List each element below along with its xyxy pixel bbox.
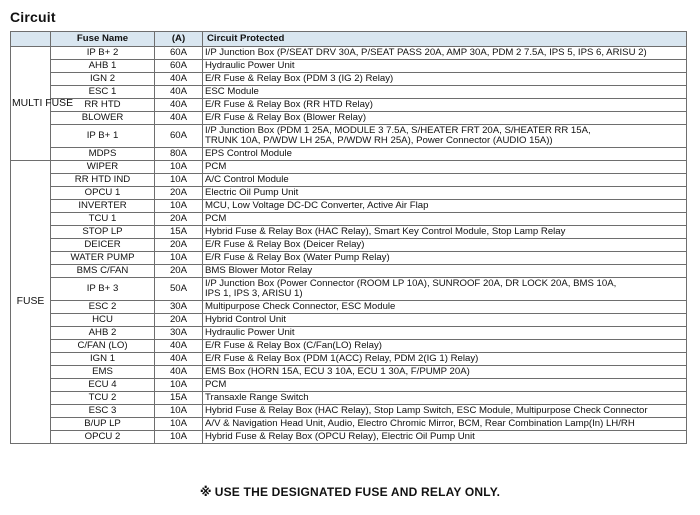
circuit-line: Hybrid Fuse & Relay Box (OPCU Relay), Electric Oil Pump Unit xyxy=(205,431,475,442)
fuse-ampere: 10A xyxy=(155,405,203,418)
fuse-ampere: 15A xyxy=(155,392,203,405)
table-row xyxy=(11,340,687,353)
table-row xyxy=(11,405,687,418)
table-row xyxy=(11,99,687,112)
circuit-protected xyxy=(203,392,687,405)
circuit-line: A/V & Navigation Head Unit, Audio, Electro Chromic Mirror, BCM, Rear Combination Lamp(In) LH/RH xyxy=(205,418,635,429)
table-row xyxy=(11,86,687,99)
circuit-protected xyxy=(203,278,687,301)
circuit-line: PCM xyxy=(205,213,227,224)
circuit-line: I/P Junction Box (P/SEAT DRV 30A, P/SEAT PASS 20A, AMP 30A, PDM 2 7.5A, IPS 5, IPS 6, ARISU 2) xyxy=(205,47,647,58)
circuit-protected xyxy=(203,366,687,379)
header-group xyxy=(11,32,51,47)
circuit-line: E/R Fuse & Relay Box (PDM 3 (IG 2) Relay) xyxy=(205,73,394,84)
fuse-ampere: 40A xyxy=(155,86,203,99)
fuse-name: ESC 2 xyxy=(51,301,155,314)
circuit-line: E/R Fuse & Relay Box (Deicer Relay) xyxy=(205,239,365,250)
fuse-ampere: 10A xyxy=(155,174,203,187)
table-row xyxy=(11,431,687,444)
fuse-name: MDPS xyxy=(51,148,155,161)
fuse-ampere: 40A xyxy=(155,366,203,379)
fuse-ampere: 40A xyxy=(155,73,203,86)
table-row xyxy=(11,60,687,73)
table-row xyxy=(11,125,687,148)
circuit-line: Hybrid Control Unit xyxy=(205,314,287,325)
fuse-ampere: 10A xyxy=(155,431,203,444)
fuse-ampere: 20A xyxy=(155,187,203,200)
circuit-line: Electric Oil Pump Unit xyxy=(205,187,299,198)
circuit-protected xyxy=(203,252,687,265)
circuit-protected xyxy=(203,73,687,86)
table-row xyxy=(11,73,687,86)
table-row xyxy=(11,200,687,213)
circuit-protected xyxy=(203,239,687,252)
circuit-protected xyxy=(203,265,687,278)
fuse-ampere: 40A xyxy=(155,112,203,125)
fuse-name: HCU xyxy=(51,314,155,327)
fuse-name: AHB 2 xyxy=(51,327,155,340)
circuit-protected xyxy=(203,187,687,200)
fuse-ampere: 10A xyxy=(155,161,203,174)
fuse-name: EMS xyxy=(51,366,155,379)
table-row xyxy=(11,226,687,239)
circuit-line: TRUNK 10A, P/WDW LH 25A, P/WDW RH 25A), Power Connector (AUDIO 15A)) xyxy=(205,135,553,146)
page-title: Circuit xyxy=(10,9,56,25)
fuse-ampere: 20A xyxy=(155,239,203,252)
circuit-protected xyxy=(203,418,687,431)
table-row xyxy=(11,314,687,327)
table-row xyxy=(11,174,687,187)
circuit-line: E/R Fuse & Relay Box (RR HTD Relay) xyxy=(205,99,373,110)
fuse-name: IGN 2 xyxy=(51,73,155,86)
circuit-protected xyxy=(203,379,687,392)
fuse-name: OPCU 2 xyxy=(51,431,155,444)
circuit-line: Transaxle Range Switch xyxy=(205,392,309,403)
circuit-line: A/C Control Module xyxy=(205,174,289,185)
fuse-ampere: 10A xyxy=(155,200,203,213)
circuit-line: Multipurpose Check Connector, ESC Module xyxy=(205,301,396,312)
circuit-line: E/R Fuse & Relay Box (C/Fan(LO) Relay) xyxy=(205,340,383,351)
fuse-ampere: 40A xyxy=(155,353,203,366)
table-row xyxy=(11,187,687,200)
fuse-name: AHB 1 xyxy=(51,60,155,73)
fuse-name: IP B+ 3 xyxy=(51,278,155,301)
circuit-line: E/R Fuse & Relay Box (Water Pump Relay) xyxy=(205,252,390,263)
header-circuit-protected: Circuit Protected xyxy=(203,32,687,47)
fuse-ampere: 10A xyxy=(155,418,203,431)
fuse-ampere: 20A xyxy=(155,314,203,327)
fuse-name: RR HTD xyxy=(51,99,155,112)
fuse-ampere: 30A xyxy=(155,301,203,314)
table-row xyxy=(11,265,687,278)
circuit-line: ESC Module xyxy=(205,86,259,97)
circuit-line: EPS Control Module xyxy=(205,148,292,159)
header-ampere: (A) xyxy=(155,32,203,47)
fuse-name: TCU 2 xyxy=(51,392,155,405)
circuit-protected xyxy=(203,314,687,327)
fuse-ampere: 80A xyxy=(155,148,203,161)
fuse-table xyxy=(10,31,687,444)
circuit-line: Hydraulic Power Unit xyxy=(205,60,295,71)
table-row xyxy=(11,252,687,265)
fuse-name: C/FAN (LO) xyxy=(51,340,155,353)
circuit-line: E/R Fuse & Relay Box (Blower Relay) xyxy=(205,112,367,123)
footer-text: USE THE DESIGNATED FUSE AND RELAY ONLY. xyxy=(214,485,501,499)
fuse-name: ECU 4 xyxy=(51,379,155,392)
reference-mark-icon: ※ xyxy=(199,485,212,499)
circuit-line: PCM xyxy=(205,161,227,172)
circuit-line: MCU, Low Voltage DC-DC Converter, Active Air Flap xyxy=(205,200,429,211)
table-row xyxy=(11,148,687,161)
circuit-line: EMS Box (HORN 15A, ECU 3 10A, ECU 1 30A, F/PUMP 20A) xyxy=(205,366,470,377)
fuse-ampere: 60A xyxy=(155,60,203,73)
table-row xyxy=(11,112,687,125)
fuse-ampere: 40A xyxy=(155,340,203,353)
fuse-name: RR HTD IND xyxy=(51,174,155,187)
circuit-protected xyxy=(203,125,687,148)
table-row xyxy=(11,213,687,226)
circuit-protected xyxy=(203,200,687,213)
fuse-ampere: 40A xyxy=(155,99,203,112)
fuse-name: WATER PUMP xyxy=(51,252,155,265)
circuit-line: IPS 1, IPS 3, ARISU 1) xyxy=(205,288,303,299)
fuse-ampere: 60A xyxy=(155,125,203,148)
fuse-ampere: 60A xyxy=(155,47,203,60)
circuit-protected xyxy=(203,60,687,73)
circuit-protected xyxy=(203,86,687,99)
fuse-name: ESC 3 xyxy=(51,405,155,418)
circuit-protected xyxy=(203,301,687,314)
circuit-protected xyxy=(203,148,687,161)
table-row xyxy=(11,392,687,405)
header-fuse-name: Fuse Name xyxy=(51,32,155,47)
table-row xyxy=(11,366,687,379)
fuse-name: IP B+ 1 xyxy=(51,125,155,148)
circuit-line: Hydraulic Power Unit xyxy=(205,327,295,338)
fuse-name: B/UP LP xyxy=(51,418,155,431)
group-label: FUSE xyxy=(11,161,51,444)
circuit-protected xyxy=(203,340,687,353)
fuse-ampere: 15A xyxy=(155,226,203,239)
table-row xyxy=(11,379,687,392)
fuse-ampere: 50A xyxy=(155,278,203,301)
circuit-line: Hybrid Fuse & Relay Box (HAC Relay), Stop Lamp Switch, ESC Module, Multipurpose Check Connector xyxy=(205,405,648,416)
circuit-line: BMS Blower Motor Relay xyxy=(205,265,313,276)
group-label: MULTI FUSE xyxy=(11,47,51,161)
table-row xyxy=(11,278,687,301)
footer-notice xyxy=(0,485,700,499)
circuit-protected xyxy=(203,327,687,340)
circuit-protected xyxy=(203,431,687,444)
fuse-name: IP B+ 2 xyxy=(51,47,155,60)
circuit-protected xyxy=(203,112,687,125)
fuse-ampere: 10A xyxy=(155,252,203,265)
fuse-ampere: 20A xyxy=(155,213,203,226)
fuse-name: BLOWER xyxy=(51,112,155,125)
table-row xyxy=(11,353,687,366)
fuse-name: IGN 1 xyxy=(51,353,155,366)
circuit-line: Hybrid Fuse & Relay Box (HAC Relay), Smart Key Control Module, Stop Lamp Relay xyxy=(205,226,566,237)
fuse-name: DEICER xyxy=(51,239,155,252)
fuse-name: STOP LP xyxy=(51,226,155,239)
table-row xyxy=(11,418,687,431)
circuit-protected xyxy=(203,405,687,418)
circuit-protected xyxy=(203,213,687,226)
circuit-protected xyxy=(203,353,687,366)
circuit-protected xyxy=(203,174,687,187)
table-row xyxy=(11,239,687,252)
table-header-row xyxy=(11,32,687,47)
fuse-name: WIPER xyxy=(51,161,155,174)
circuit-protected xyxy=(203,161,687,174)
fuse-name: TCU 1 xyxy=(51,213,155,226)
circuit-line: E/R Fuse & Relay Box (PDM 1(ACC) Relay, PDM 2(IG 1) Relay) xyxy=(205,353,479,364)
table-row xyxy=(11,301,687,314)
fuse-ampere: 20A xyxy=(155,265,203,278)
fuse-name: ESC 1 xyxy=(51,86,155,99)
table-row xyxy=(11,327,687,340)
circuit-line: PCM xyxy=(205,379,227,390)
fuse-table-body xyxy=(11,47,687,444)
circuit-line: I/P Junction Box (PDM 1 25A, MODULE 3 7.5A, S/HEATER FRT 20A, S/HEATER RR 15A, xyxy=(205,125,591,136)
fuse-ampere: 10A xyxy=(155,379,203,392)
fuse-ampere: 30A xyxy=(155,327,203,340)
fuse-name: INVERTER xyxy=(51,200,155,213)
table-row xyxy=(11,161,687,174)
circuit-protected xyxy=(203,47,687,60)
circuit-protected xyxy=(203,226,687,239)
circuit-line: I/P Junction Box (Power Connector (ROOM LP 10A), SUNROOF 20A, DR LOCK 20A, BMS 10A, xyxy=(205,278,617,289)
fuse-name: BMS C/FAN xyxy=(51,265,155,278)
table-row xyxy=(11,47,687,60)
fuse-name: OPCU 1 xyxy=(51,187,155,200)
circuit-protected xyxy=(203,99,687,112)
